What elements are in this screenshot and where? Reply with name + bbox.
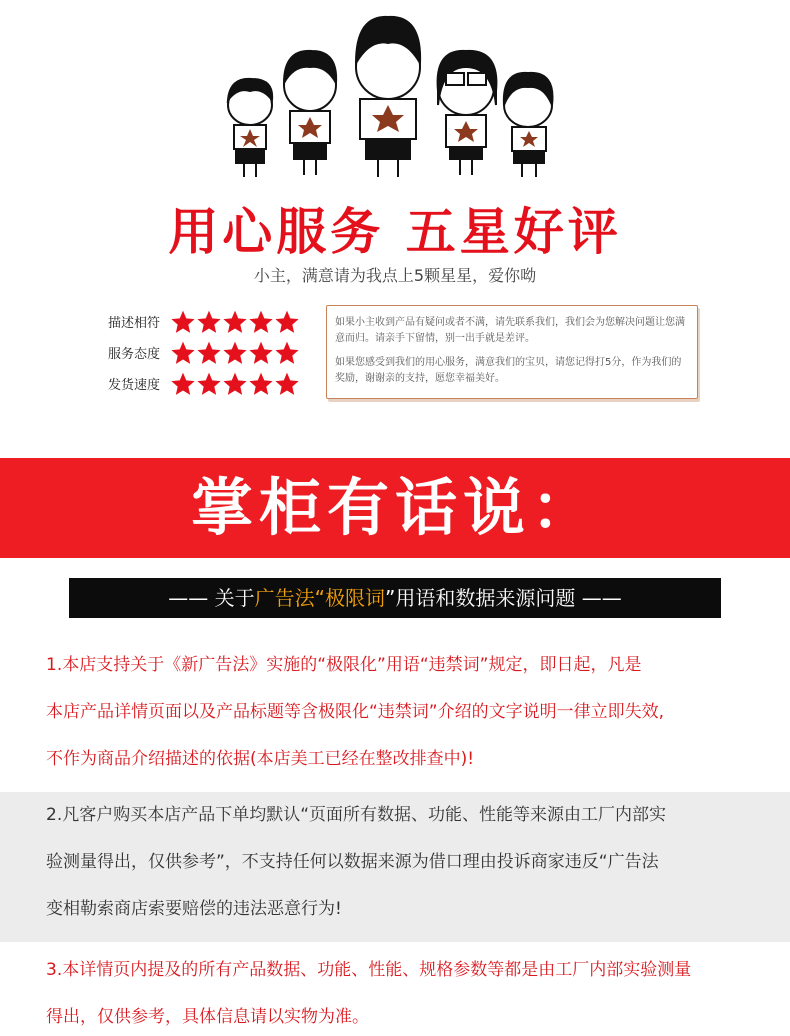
star-icon[interactable] [274, 371, 300, 397]
notice-prefix: —— 关于 [168, 586, 255, 610]
star-icon[interactable] [170, 309, 196, 335]
note-paragraph: 如果您感受到我们的用心服务，满意我们的宝贝，请您记得打5分，作为我们的奖励，谢谢亲的支持，愿您幸福美好。 [335, 357, 682, 384]
notice-highlight-law: 广告法 [254, 586, 315, 610]
rating-panel [108, 306, 300, 399]
rating-row-description [108, 306, 300, 337]
notice-bar [69, 578, 721, 618]
star-icon[interactable] [222, 371, 248, 397]
notice-suffix: ”用语和数据来源问题 —— [385, 586, 622, 610]
notice-highlight-terms: 极限词 [325, 586, 385, 610]
star-rating[interactable] [170, 371, 300, 397]
star-icon[interactable] [170, 371, 196, 397]
banner-title: 掌柜有话说： [0, 458, 790, 558]
notice-line: 3.本详情页内提及的所有产品数据、功能、性能、规格参数等都是由工厂内部实验测量 [46, 960, 692, 980]
note-box [326, 305, 698, 399]
star-icon[interactable] [222, 340, 248, 366]
notice-section-1 [0, 642, 790, 783]
star-icon[interactable] [222, 309, 248, 335]
notice-line: 变相勒索商店索要赔偿的违法恶意行为! [46, 899, 342, 919]
rating-label: 服务态度 [108, 347, 161, 362]
hero-title: 用心服务 五星好评 [168, 202, 622, 261]
notice-section-2 [0, 792, 790, 942]
notice-section-3 [0, 947, 790, 1036]
star-icon[interactable] [274, 340, 300, 366]
notice-line: 1.本店支持关于《新广告法》实施的“极限化”用语“违禁词”规定，即日起，凡是 [46, 655, 642, 675]
rating-label: 描述相符 [108, 316, 161, 331]
notice-line: 验测量得出，仅供参考”，不支持任何以数据来源为借口理由投诉商家违反“广告法 [46, 852, 659, 872]
star-rating[interactable] [170, 309, 300, 335]
star-icon[interactable] [196, 371, 222, 397]
rating-row-service [108, 337, 300, 368]
star-icon[interactable] [170, 340, 196, 366]
star-icon[interactable] [248, 309, 274, 335]
note-paragraph: 如果小主收到产品有疑问或者不满，请先联系我们，我们会为您解决问题让您满意而归。请亲手下留情，别一出手就是差评。 [335, 317, 685, 344]
star-icon[interactable] [196, 309, 222, 335]
star-icon[interactable] [196, 340, 222, 366]
notice-line: 本店产品详情页面以及产品标题等含极限化“违禁词”介绍的文字说明一律立即失效, [46, 702, 665, 722]
rating-row-shipping [108, 368, 300, 399]
star-rating[interactable] [170, 340, 300, 366]
notice-line: 2.凡客户购买本店产品下单均默认“页面所有数据、功能、性能等来源由工厂内部实 [46, 805, 667, 825]
star-icon[interactable] [248, 371, 274, 397]
notice-line: 得出，仅供参考，具体信息请以实物为准。 [46, 1007, 369, 1027]
notice-line: 不作为商品介绍描述的依据(本店美工已经在整改排查中)! [46, 749, 475, 769]
star-icon[interactable] [248, 340, 274, 366]
notice-quote-open: “ [314, 586, 325, 610]
rating-label: 发货速度 [108, 378, 161, 393]
cartoon-kids-illustration [210, 5, 570, 185]
star-icon[interactable] [274, 309, 300, 335]
hero-subtitle: 小主，满意请为我点上5颗星星，爱你呦 [253, 266, 537, 285]
